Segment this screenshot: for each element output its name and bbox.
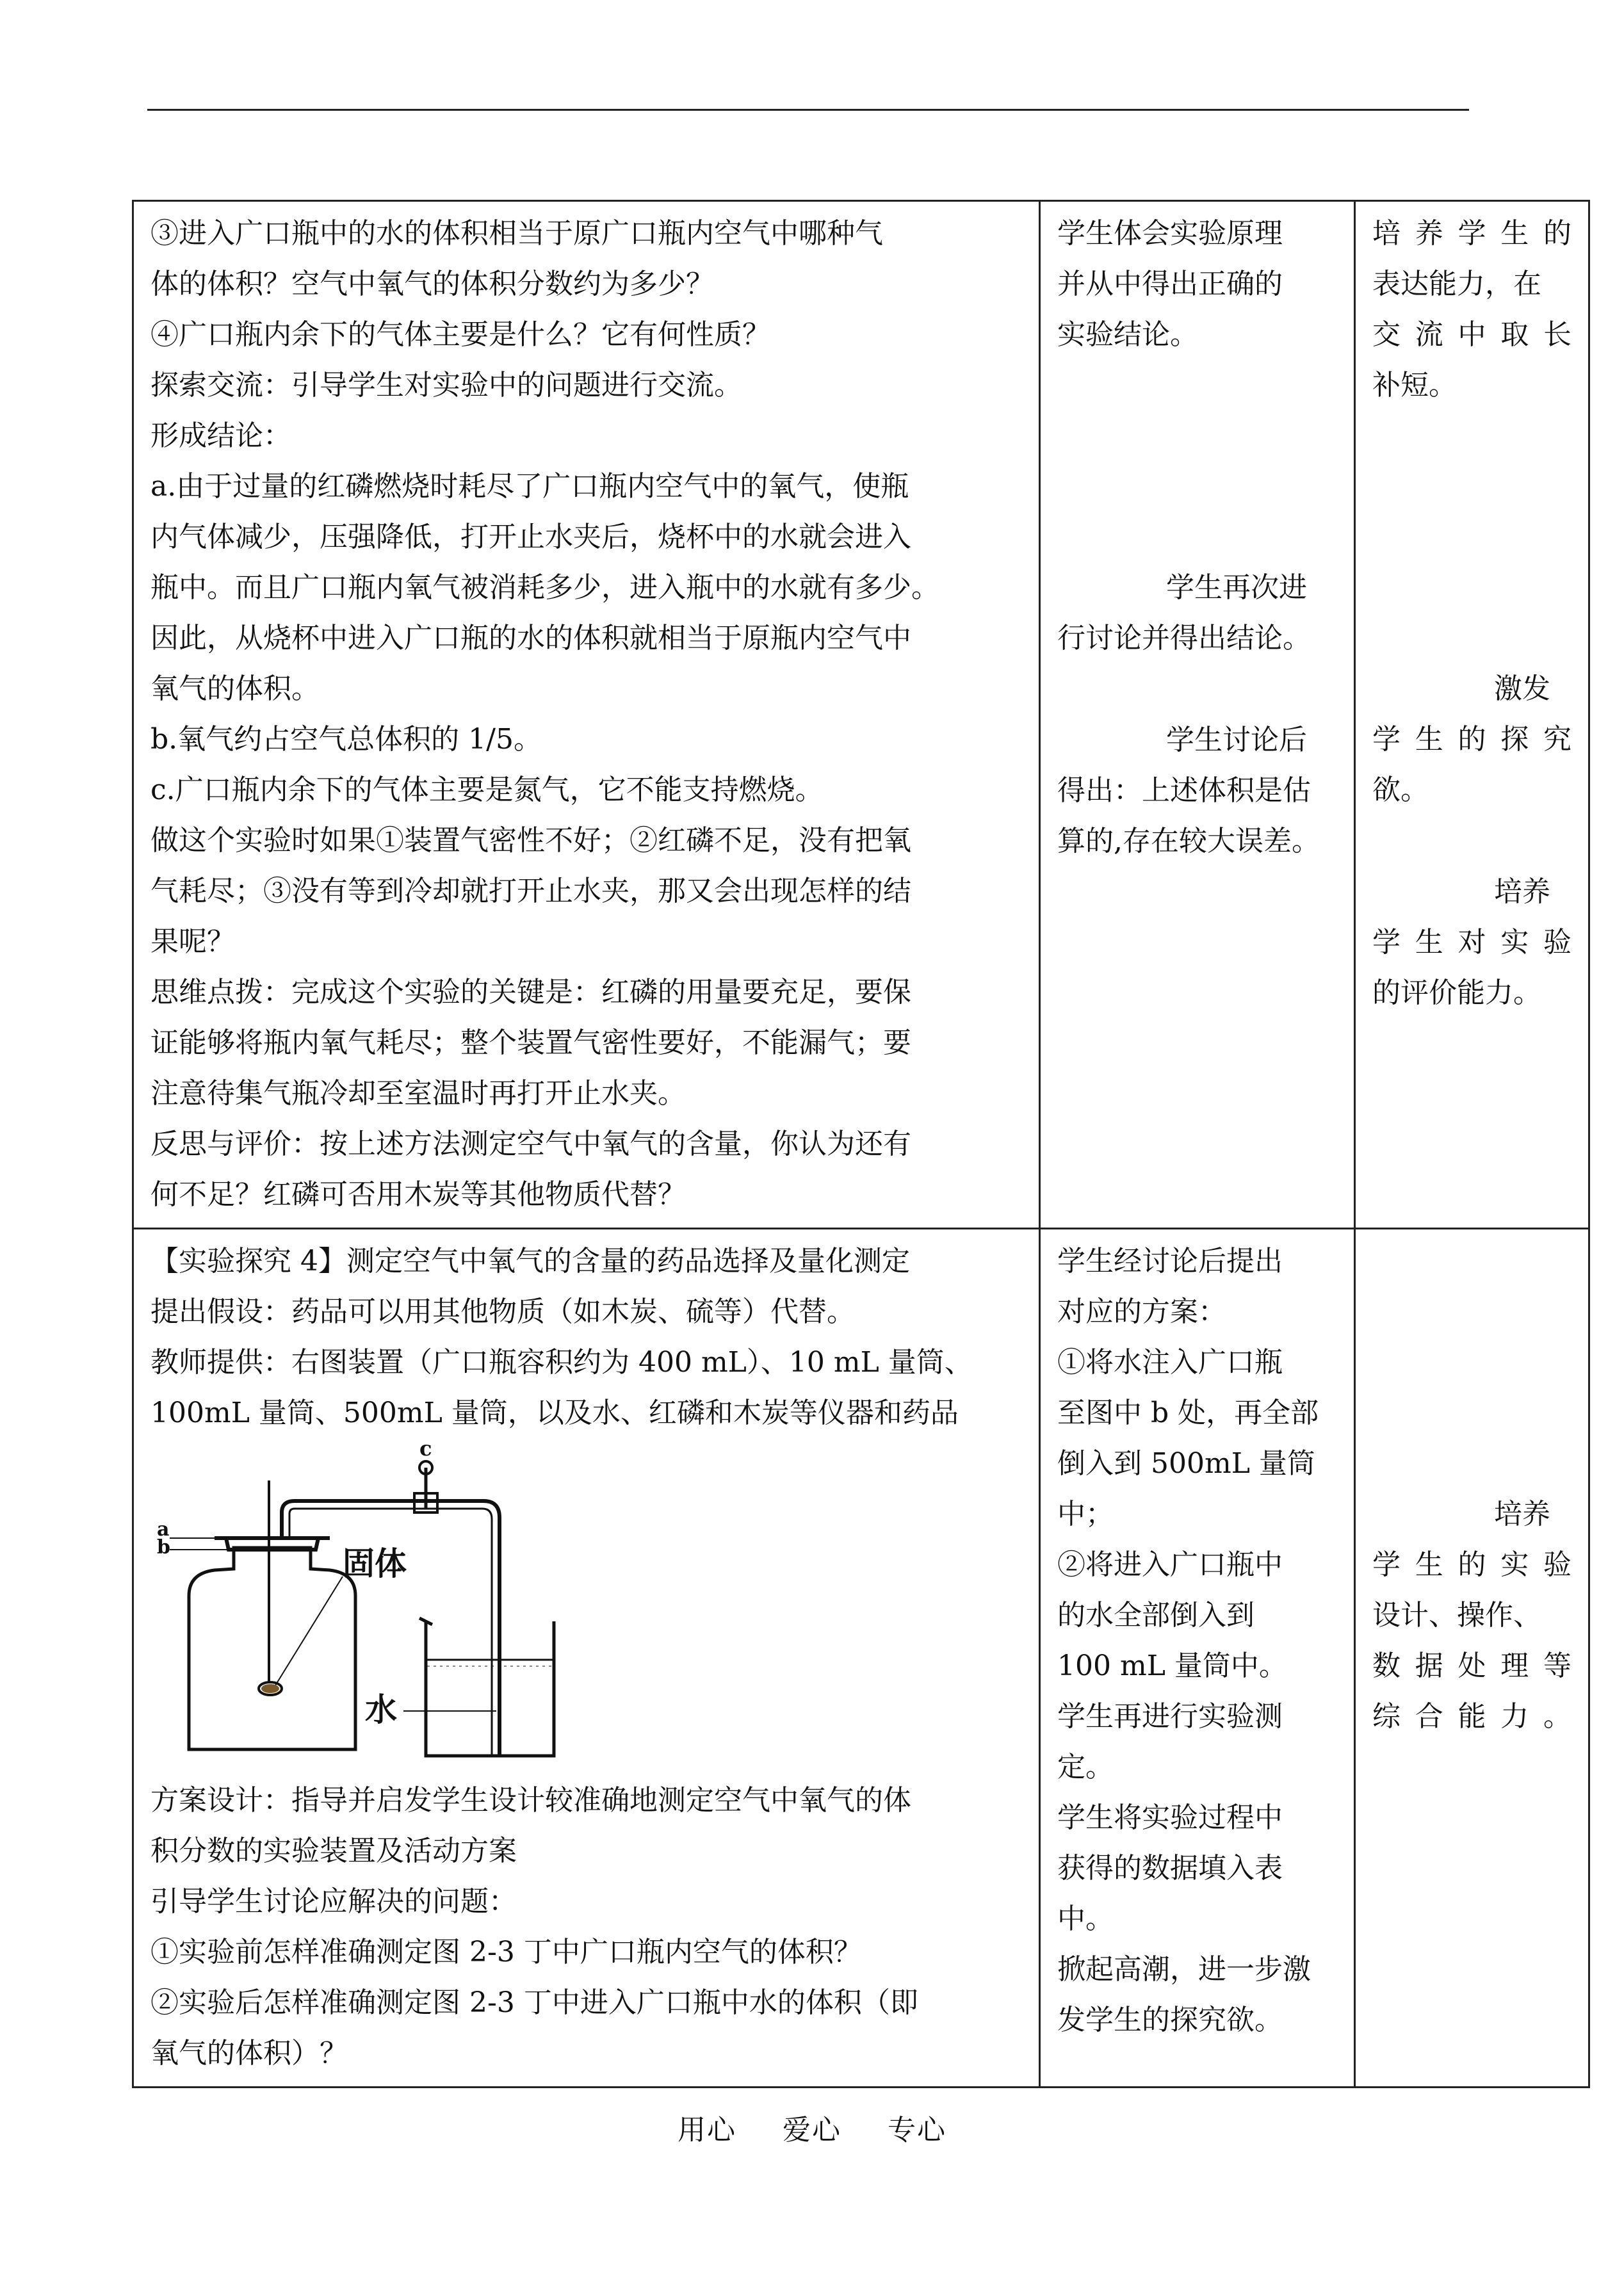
- text-line: 氧气的体积）？: [150, 2037, 348, 2070]
- purpose-text-line: 欲。: [1372, 774, 1429, 806]
- purpose-text-line: 数据处理等: [1372, 1650, 1575, 1682]
- purpose-text-line: 的评价能力。: [1372, 977, 1541, 1009]
- text-line: 教师提供：右图装置（广口瓶容积约为 400 mL）、10 mL 量筒、: [150, 1346, 973, 1379]
- lesson-plan-table: [132, 200, 1590, 2088]
- text-line: 倒入到 500mL 量筒: [1057, 1447, 1315, 1480]
- text-line: 100 mL 量筒中。: [1057, 1650, 1287, 1682]
- text-line: 至图中 b 处，再全部: [1057, 1397, 1319, 1429]
- design-purpose-cell: [1355, 1229, 1589, 2088]
- header-rule: [147, 109, 1469, 111]
- text-line: 学生将实验过程中: [1057, 1801, 1283, 1834]
- text-line: 方案设计：指导并启发学生设计较准确地测定空气中氧气的体: [150, 1784, 911, 1817]
- text-line: 内气体减少，压强降低，打开止水夹后，烧杯中的水就会进入: [150, 521, 911, 553]
- text-line: ①实验前怎样准确测定图 2-3 丁中广口瓶内空气的体积？: [150, 1936, 862, 1968]
- text-line: 反思与评价：按上述方法测定空气中氧气的含量，你认为还有: [150, 1128, 911, 1160]
- design-purpose-cell: [1355, 201, 1589, 1229]
- purpose-text-line: 交流中取长: [1372, 318, 1575, 351]
- student-activity-cell: [1040, 201, 1355, 1229]
- footer-word: 用心: [678, 2114, 736, 2146]
- text-line: 学生再进行实验测: [1057, 1700, 1283, 1733]
- purpose-text-line: 培养学生的: [1372, 217, 1575, 250]
- footer-word: 爱心: [783, 2114, 841, 2146]
- text-line: a.由于过量的红磷燃烧时耗尽了广口瓶内空气中的氧气，使瓶: [150, 470, 909, 503]
- text-line: 思维点拨：完成这个实验的关键是：红磷的用量要充足，要保: [150, 976, 911, 1009]
- purpose-text-line: 激发: [1494, 672, 1550, 705]
- text-line: 体的体积？空气中氧气的体积分数约为多少？: [150, 268, 714, 300]
- text-line: 探索交流：引导学生对实验中的问题进行交流。: [150, 369, 742, 401]
- label-solid: 固体: [343, 1545, 407, 1582]
- teacher-activity-cell: [133, 201, 1040, 1229]
- student-activity-cell: [1040, 1229, 1355, 2088]
- text-line: 对应的方案：: [1057, 1295, 1226, 1328]
- purpose-text-line: 补短。: [1372, 369, 1457, 401]
- purpose-text-line: 表达能力，在: [1372, 268, 1541, 300]
- student-text-line: 实验结论。: [1057, 318, 1198, 351]
- text-line: 的水全部倒入到: [1057, 1599, 1255, 1632]
- text-line: ②实验后怎样准确测定图 2-3 丁中进入广口瓶中水的体积（即: [150, 1986, 918, 2019]
- text-line: 发学生的探究欲。: [1057, 2004, 1283, 2036]
- purpose-text-line: 培养: [1494, 875, 1550, 908]
- text-line: ④广口瓶内余下的气体主要是什么？它有何性质？: [150, 318, 770, 351]
- student-text-line: 算的,存在较大误差。: [1057, 825, 1320, 857]
- text-line: ①将水注入广口瓶: [1057, 1346, 1283, 1379]
- teacher-activity-cell: [133, 1229, 1040, 2088]
- text-line: 证能够将瓶内氧气耗尽；整个装置气密性要好，不能漏气；要: [150, 1026, 911, 1059]
- text-line: 做这个实验时如果①装置气密性不好；②红磷不足，没有把氧: [150, 824, 911, 857]
- text-line: 引导学生讨论应解决的问题：: [150, 1885, 517, 1918]
- page-footer: [0, 2107, 1624, 2148]
- text-line: 何不足？红磷可否用木炭等其他物质代替？: [150, 1178, 686, 1211]
- text-line: 提出假设：药品可以用其他物质（如木炭、硫等）代替。: [150, 1295, 855, 1328]
- purpose-text-line: 学生的实验: [1372, 1548, 1575, 1581]
- text-line: 定。: [1057, 1751, 1114, 1783]
- table-row: [133, 1229, 1589, 2088]
- purpose-text-line: 培养: [1494, 1498, 1550, 1530]
- label-a: a: [157, 1518, 170, 1541]
- text-line: 掀起高潮，进一步激: [1057, 1953, 1311, 1986]
- text-line: 因此，从烧杯中进入广口瓶的水的体积就相当于原瓶内空气中: [150, 622, 911, 654]
- purpose-text-line: 学生对实验: [1372, 926, 1575, 959]
- footer-word: 专心: [888, 2114, 946, 2146]
- apparatus-figure: [150, 1436, 599, 1769]
- text-line: 氧气的体积。: [150, 672, 320, 705]
- student-text-line: 学生体会实验原理: [1057, 217, 1283, 250]
- student-text-line: 学生再次进: [1166, 571, 1307, 604]
- text-line: 果呢？: [150, 925, 235, 958]
- text-line: 中；: [1057, 1498, 1114, 1530]
- purpose-text-line: 综合能力。: [1372, 1700, 1575, 1733]
- text-line: 瓶中。而且广口瓶内氧气被消耗多少，进入瓶中的水就有多少。: [150, 571, 939, 604]
- purpose-text-line: 学生的探究: [1372, 723, 1575, 756]
- student-text-line: 得出：上述体积是估: [1057, 774, 1311, 807]
- text-line: 【实验探究 4】测定空气中氧气的含量的药品选择及量化测定: [150, 1245, 910, 1277]
- text-line: 形成结论：: [150, 419, 291, 452]
- text-line: 学生经讨论后提出: [1057, 1245, 1283, 1277]
- text-line: b.氧气约占空气总体积的 1/5。: [150, 723, 542, 756]
- text-line: 中。: [1057, 1902, 1114, 1935]
- text-line: 注意待集气瓶冷却至室温时再打开止水夹。: [150, 1077, 686, 1110]
- text-line: 100mL 量筒、500mL 量筒，以及水、红磷和木炭等仪器和药品: [150, 1397, 959, 1429]
- text-line: ③进入广口瓶中的水的体积相当于原广口瓶内空气中哪种气: [150, 217, 883, 250]
- student-text-line: 行讨论并得出结论。: [1057, 622, 1311, 654]
- label-c: c: [419, 1436, 432, 1461]
- text-line: ②将进入广口瓶中: [1057, 1548, 1283, 1581]
- purpose-text-line: 设计、操作、: [1372, 1599, 1541, 1632]
- student-text-line: 学生讨论后: [1166, 724, 1307, 756]
- text-line: c.广口瓶内余下的气体主要是氮气，它不能支持燃烧。: [150, 774, 824, 806]
- text-line: 积分数的实验装置及活动方案: [150, 1835, 517, 1867]
- text-line: 获得的数据填入表: [1057, 1852, 1283, 1885]
- label-water: 水: [365, 1691, 397, 1728]
- student-text-line: 并从中得出正确的: [1057, 268, 1283, 300]
- label-b: b: [157, 1536, 170, 1559]
- table-row: [133, 201, 1589, 1229]
- text-line: 气耗尽；③没有等到冷却就打开止水夹，那又会出现怎样的结: [150, 875, 911, 907]
